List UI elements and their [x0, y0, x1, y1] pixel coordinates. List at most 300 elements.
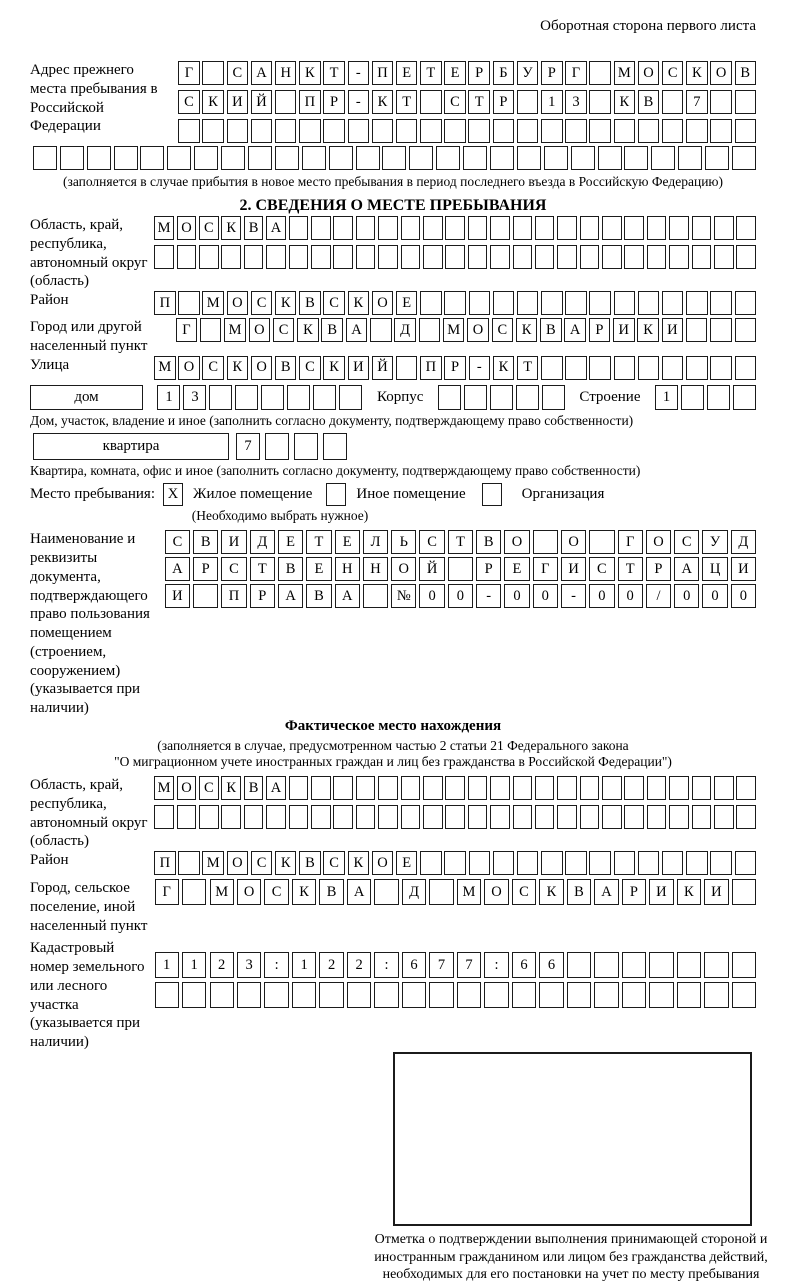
char-cell[interactable]: [565, 119, 587, 143]
char-cell[interactable]: [356, 776, 376, 800]
char-cell[interactable]: [311, 216, 331, 240]
char-cell[interactable]: [614, 356, 635, 380]
char-cell[interactable]: О: [710, 61, 732, 85]
char-cell[interactable]: [210, 982, 234, 1008]
char-cell[interactable]: Р: [541, 61, 563, 85]
char-cell[interactable]: [622, 982, 646, 1008]
char-cell[interactable]: О: [251, 356, 272, 380]
char-cell[interactable]: 7: [686, 90, 708, 114]
char-cell[interactable]: Е: [396, 291, 417, 315]
char-cell[interactable]: В: [299, 291, 320, 315]
char-cell[interactable]: И: [731, 557, 756, 581]
char-cell[interactable]: К: [539, 879, 563, 905]
char-cell[interactable]: М: [614, 61, 636, 85]
char-cell[interactable]: [289, 245, 309, 269]
char-cell[interactable]: [445, 776, 465, 800]
char-cell[interactable]: [264, 982, 288, 1008]
char-cell[interactable]: И: [348, 356, 369, 380]
char-cell[interactable]: [513, 245, 533, 269]
char-cell[interactable]: 0: [448, 584, 473, 608]
char-cell[interactable]: О: [372, 851, 393, 875]
char-cell[interactable]: [686, 119, 708, 143]
char-cell[interactable]: И: [662, 318, 684, 342]
char-cell[interactable]: [677, 982, 701, 1008]
char-cell[interactable]: [567, 982, 591, 1008]
char-cell[interactable]: 0: [504, 584, 529, 608]
char-cell[interactable]: [289, 216, 309, 240]
char-cell[interactable]: В: [476, 530, 501, 554]
char-cell[interactable]: [356, 805, 376, 829]
char-cell[interactable]: К: [221, 216, 241, 240]
char-cell[interactable]: [464, 385, 487, 410]
char-cell[interactable]: [445, 805, 465, 829]
char-cell[interactable]: Р: [323, 90, 345, 114]
char-cell[interactable]: Т: [517, 356, 538, 380]
char-cell[interactable]: [429, 982, 453, 1008]
char-cell[interactable]: С: [323, 291, 344, 315]
char-cell[interactable]: [580, 245, 600, 269]
char-cell[interactable]: П: [154, 291, 175, 315]
char-cell[interactable]: [662, 90, 684, 114]
char-cell[interactable]: [463, 146, 487, 170]
char-cell[interactable]: [287, 385, 310, 410]
char-cell[interactable]: [662, 851, 683, 875]
char-cell[interactable]: К: [493, 356, 514, 380]
char-cell[interactable]: [705, 146, 729, 170]
char-cell[interactable]: [624, 146, 648, 170]
char-cell[interactable]: [735, 119, 757, 143]
char-cell[interactable]: [513, 776, 533, 800]
char-cell[interactable]: К: [348, 851, 369, 875]
char-cell[interactable]: [649, 952, 673, 978]
char-cell[interactable]: [710, 119, 732, 143]
char-cell[interactable]: С: [221, 557, 246, 581]
char-cell[interactable]: [571, 146, 595, 170]
char-cell[interactable]: В: [299, 851, 320, 875]
char-cell[interactable]: Д: [394, 318, 416, 342]
char-cell[interactable]: [409, 146, 433, 170]
char-cell[interactable]: [516, 385, 539, 410]
char-cell[interactable]: О: [227, 291, 248, 315]
char-cell[interactable]: [686, 851, 707, 875]
char-cell[interactable]: 6: [539, 952, 563, 978]
char-cell[interactable]: [420, 291, 441, 315]
char-cell[interactable]: 2: [210, 952, 234, 978]
char-cell[interactable]: [651, 146, 675, 170]
char-cell[interactable]: [244, 245, 264, 269]
char-cell[interactable]: [535, 805, 555, 829]
char-cell[interactable]: [736, 245, 756, 269]
char-cell[interactable]: С: [419, 530, 444, 554]
char-cell[interactable]: [565, 356, 586, 380]
char-cell[interactable]: [356, 245, 376, 269]
char-cell[interactable]: К: [348, 291, 369, 315]
char-cell[interactable]: Д: [402, 879, 426, 905]
char-cell[interactable]: 0: [589, 584, 614, 608]
char-cell[interactable]: [557, 216, 577, 240]
char-cell[interactable]: Г: [176, 318, 198, 342]
char-cell[interactable]: [598, 146, 622, 170]
char-cell[interactable]: [493, 119, 515, 143]
char-cell[interactable]: [565, 291, 586, 315]
char-cell[interactable]: 3: [237, 952, 261, 978]
char-cell[interactable]: Н: [275, 61, 297, 85]
char-cell[interactable]: [541, 291, 562, 315]
char-cell[interactable]: [614, 851, 635, 875]
char-cell[interactable]: [707, 385, 730, 410]
char-cell[interactable]: [490, 216, 510, 240]
char-cell[interactable]: [311, 245, 331, 269]
char-cell[interactable]: [517, 146, 541, 170]
char-cell[interactable]: В: [735, 61, 757, 85]
char-cell[interactable]: О: [177, 776, 197, 800]
char-cell[interactable]: [313, 385, 336, 410]
char-cell[interactable]: [329, 146, 353, 170]
char-cell[interactable]: К: [323, 356, 344, 380]
char-cell[interactable]: [199, 805, 219, 829]
char-cell[interactable]: [735, 318, 757, 342]
char-cell[interactable]: [714, 776, 734, 800]
char-cell[interactable]: [589, 90, 611, 114]
char-cell[interactable]: [589, 851, 610, 875]
char-cell[interactable]: [647, 245, 667, 269]
char-cell[interactable]: [594, 982, 618, 1008]
char-cell[interactable]: [423, 245, 443, 269]
organization-checkbox[interactable]: [482, 483, 502, 506]
char-cell[interactable]: А: [251, 61, 273, 85]
char-cell[interactable]: Н: [335, 557, 360, 581]
char-cell[interactable]: [542, 385, 565, 410]
char-cell[interactable]: 1: [655, 385, 678, 410]
char-cell[interactable]: [275, 146, 299, 170]
char-cell[interactable]: [396, 356, 417, 380]
char-cell[interactable]: [457, 982, 481, 1008]
char-cell[interactable]: [714, 216, 734, 240]
char-cell[interactable]: [469, 291, 490, 315]
char-cell[interactable]: Г: [533, 557, 558, 581]
char-cell[interactable]: Б: [493, 61, 515, 85]
char-cell[interactable]: В: [319, 879, 343, 905]
char-cell[interactable]: [490, 385, 513, 410]
char-cell[interactable]: [378, 216, 398, 240]
char-cell[interactable]: [710, 90, 732, 114]
char-cell[interactable]: [333, 216, 353, 240]
char-cell[interactable]: [692, 245, 712, 269]
char-cell[interactable]: [178, 851, 199, 875]
char-cell[interactable]: В: [321, 318, 343, 342]
char-cell[interactable]: [469, 851, 490, 875]
char-cell[interactable]: [669, 805, 689, 829]
char-cell[interactable]: [311, 776, 331, 800]
char-cell[interactable]: [60, 146, 84, 170]
char-cell[interactable]: [333, 776, 353, 800]
char-cell[interactable]: Е: [396, 61, 418, 85]
char-cell[interactable]: О: [391, 557, 416, 581]
char-cell[interactable]: И: [704, 879, 728, 905]
char-cell[interactable]: А: [165, 557, 190, 581]
char-cell[interactable]: [436, 146, 460, 170]
char-cell[interactable]: [154, 805, 174, 829]
char-cell[interactable]: Р: [468, 61, 490, 85]
char-cell[interactable]: К: [292, 879, 316, 905]
char-cell[interactable]: [423, 805, 443, 829]
char-cell[interactable]: [420, 851, 441, 875]
char-cell[interactable]: [732, 982, 756, 1008]
char-cell[interactable]: [266, 805, 286, 829]
char-cell[interactable]: Т: [250, 557, 275, 581]
char-cell[interactable]: [535, 245, 555, 269]
char-cell[interactable]: [692, 216, 712, 240]
char-cell[interactable]: [493, 291, 514, 315]
char-cell[interactable]: [589, 119, 611, 143]
char-cell[interactable]: [194, 146, 218, 170]
char-cell[interactable]: С: [264, 879, 288, 905]
char-cell[interactable]: [692, 776, 712, 800]
char-cell[interactable]: [266, 245, 286, 269]
char-cell[interactable]: [669, 776, 689, 800]
char-cell[interactable]: [221, 805, 241, 829]
char-cell[interactable]: [378, 245, 398, 269]
char-cell[interactable]: [370, 318, 392, 342]
char-cell[interactable]: -: [561, 584, 586, 608]
char-cell[interactable]: [420, 90, 442, 114]
char-cell[interactable]: 2: [347, 952, 371, 978]
char-cell[interactable]: [420, 119, 442, 143]
char-cell[interactable]: [647, 805, 667, 829]
other-premises-checkbox[interactable]: [326, 483, 346, 506]
char-cell[interactable]: [662, 356, 683, 380]
char-cell[interactable]: [333, 805, 353, 829]
char-cell[interactable]: О: [372, 291, 393, 315]
char-cell[interactable]: :: [264, 952, 288, 978]
char-cell[interactable]: Й: [251, 90, 273, 114]
char-cell[interactable]: [732, 952, 756, 978]
char-cell[interactable]: 0: [533, 584, 558, 608]
char-cell[interactable]: К: [221, 776, 241, 800]
char-cell[interactable]: [468, 805, 488, 829]
char-cell[interactable]: [382, 146, 406, 170]
char-cell[interactable]: [638, 851, 659, 875]
char-cell[interactable]: Т: [323, 61, 345, 85]
char-cell[interactable]: [356, 146, 380, 170]
char-cell[interactable]: [594, 952, 618, 978]
char-cell[interactable]: [602, 216, 622, 240]
char-cell[interactable]: [444, 119, 466, 143]
char-cell[interactable]: [624, 805, 644, 829]
char-cell[interactable]: Р: [250, 584, 275, 608]
char-cell[interactable]: [401, 805, 421, 829]
char-cell[interactable]: [493, 851, 514, 875]
char-cell[interactable]: [535, 216, 555, 240]
char-cell[interactable]: 0: [702, 584, 727, 608]
char-cell[interactable]: С: [251, 851, 272, 875]
char-cell[interactable]: [714, 245, 734, 269]
char-cell[interactable]: -: [476, 584, 501, 608]
char-cell[interactable]: О: [484, 879, 508, 905]
char-cell[interactable]: [237, 982, 261, 1008]
char-cell[interactable]: [140, 146, 164, 170]
char-cell[interactable]: И: [227, 90, 249, 114]
char-cell[interactable]: [401, 216, 421, 240]
char-cell[interactable]: Е: [396, 851, 417, 875]
char-cell[interactable]: М: [457, 879, 481, 905]
char-cell[interactable]: [735, 356, 756, 380]
char-cell[interactable]: П: [372, 61, 394, 85]
char-cell[interactable]: Р: [646, 557, 671, 581]
char-cell[interactable]: М: [443, 318, 465, 342]
char-cell[interactable]: Т: [420, 61, 442, 85]
char-cell[interactable]: [396, 119, 418, 143]
char-cell[interactable]: [686, 318, 708, 342]
char-cell[interactable]: [517, 119, 539, 143]
char-cell[interactable]: [602, 245, 622, 269]
char-cell[interactable]: Т: [618, 557, 643, 581]
char-cell[interactable]: 6: [402, 952, 426, 978]
char-cell[interactable]: [490, 146, 514, 170]
char-cell[interactable]: В: [638, 90, 660, 114]
char-cell[interactable]: [347, 982, 371, 1008]
char-cell[interactable]: О: [249, 318, 271, 342]
char-cell[interactable]: К: [297, 318, 319, 342]
char-cell[interactable]: [154, 245, 174, 269]
char-cell[interactable]: В: [193, 530, 218, 554]
char-cell[interactable]: С: [251, 291, 272, 315]
char-cell[interactable]: С: [444, 90, 466, 114]
char-cell[interactable]: С: [492, 318, 514, 342]
char-cell[interactable]: С: [199, 776, 219, 800]
char-cell[interactable]: [662, 291, 683, 315]
char-cell[interactable]: [374, 982, 398, 1008]
char-cell[interactable]: [193, 584, 218, 608]
char-cell[interactable]: [401, 776, 421, 800]
char-cell[interactable]: Д: [731, 530, 756, 554]
char-cell[interactable]: Й: [419, 557, 444, 581]
char-cell[interactable]: О: [467, 318, 489, 342]
char-cell[interactable]: [339, 385, 362, 410]
char-cell[interactable]: [732, 146, 756, 170]
char-cell[interactable]: [517, 851, 538, 875]
char-cell[interactable]: 7: [429, 952, 453, 978]
char-cell[interactable]: [624, 245, 644, 269]
char-cell[interactable]: [624, 776, 644, 800]
char-cell[interactable]: [580, 776, 600, 800]
char-cell[interactable]: №: [391, 584, 416, 608]
char-cell[interactable]: [356, 216, 376, 240]
char-cell[interactable]: К: [299, 61, 321, 85]
char-cell[interactable]: [182, 879, 206, 905]
char-cell[interactable]: 7: [236, 433, 260, 460]
char-cell[interactable]: [535, 776, 555, 800]
char-cell[interactable]: [736, 216, 756, 240]
char-cell[interactable]: [221, 146, 245, 170]
char-cell[interactable]: [468, 119, 490, 143]
char-cell[interactable]: [275, 90, 297, 114]
char-cell[interactable]: У: [702, 530, 727, 554]
char-cell[interactable]: [589, 356, 610, 380]
char-cell[interactable]: [704, 982, 728, 1008]
char-cell[interactable]: [333, 245, 353, 269]
char-cell[interactable]: 0: [674, 584, 699, 608]
char-cell[interactable]: :: [484, 952, 508, 978]
char-cell[interactable]: [209, 385, 232, 410]
char-cell[interactable]: [681, 385, 704, 410]
char-cell[interactable]: [557, 805, 577, 829]
char-cell[interactable]: [402, 982, 426, 1008]
char-cell[interactable]: [490, 245, 510, 269]
char-cell[interactable]: М: [154, 776, 174, 800]
char-cell[interactable]: [444, 291, 465, 315]
char-cell[interactable]: Е: [306, 557, 331, 581]
char-cell[interactable]: Р: [493, 90, 515, 114]
char-cell[interactable]: 1: [292, 952, 316, 978]
char-cell[interactable]: М: [210, 879, 234, 905]
char-cell[interactable]: К: [372, 90, 394, 114]
char-cell[interactable]: [735, 851, 756, 875]
char-cell[interactable]: [736, 776, 756, 800]
char-cell[interactable]: [348, 119, 370, 143]
char-cell[interactable]: К: [614, 90, 636, 114]
char-cell[interactable]: С: [323, 851, 344, 875]
char-cell[interactable]: Т: [448, 530, 473, 554]
char-cell[interactable]: [580, 216, 600, 240]
char-cell[interactable]: И: [561, 557, 586, 581]
char-cell[interactable]: С: [512, 879, 536, 905]
char-cell[interactable]: Ь: [391, 530, 416, 554]
char-cell[interactable]: А: [347, 879, 371, 905]
char-cell[interactable]: К: [202, 90, 224, 114]
char-cell[interactable]: [541, 851, 562, 875]
char-cell[interactable]: [544, 146, 568, 170]
char-cell[interactable]: [444, 851, 465, 875]
char-cell[interactable]: А: [335, 584, 360, 608]
char-cell[interactable]: Г: [565, 61, 587, 85]
char-cell[interactable]: [445, 245, 465, 269]
char-cell[interactable]: [235, 385, 258, 410]
char-cell[interactable]: Г: [618, 530, 643, 554]
char-cell[interactable]: Е: [335, 530, 360, 554]
char-cell[interactable]: [512, 982, 536, 1008]
char-cell[interactable]: [541, 356, 562, 380]
dwelling-checkbox[interactable]: X: [163, 483, 183, 506]
char-cell[interactable]: 6: [512, 952, 536, 978]
char-cell[interactable]: [302, 146, 326, 170]
char-cell[interactable]: [289, 805, 309, 829]
char-cell[interactable]: [244, 805, 264, 829]
char-cell[interactable]: О: [227, 851, 248, 875]
char-cell[interactable]: [429, 879, 453, 905]
char-cell[interactable]: Д: [250, 530, 275, 554]
char-cell[interactable]: [311, 805, 331, 829]
char-cell[interactable]: [513, 216, 533, 240]
char-cell[interactable]: Г: [155, 879, 179, 905]
char-cell[interactable]: [669, 216, 689, 240]
char-cell[interactable]: [33, 146, 57, 170]
char-cell[interactable]: Г: [178, 61, 200, 85]
char-cell[interactable]: [602, 805, 622, 829]
char-cell[interactable]: [733, 385, 756, 410]
char-cell[interactable]: Й: [372, 356, 393, 380]
char-cell[interactable]: Р: [622, 879, 646, 905]
char-cell[interactable]: [490, 776, 510, 800]
char-cell[interactable]: У: [517, 61, 539, 85]
char-cell[interactable]: Р: [444, 356, 465, 380]
char-cell[interactable]: Р: [589, 318, 611, 342]
char-cell[interactable]: [732, 879, 756, 905]
char-cell[interactable]: [423, 776, 443, 800]
char-cell[interactable]: 0: [618, 584, 643, 608]
char-cell[interactable]: [638, 119, 660, 143]
char-cell[interactable]: 1: [182, 952, 206, 978]
